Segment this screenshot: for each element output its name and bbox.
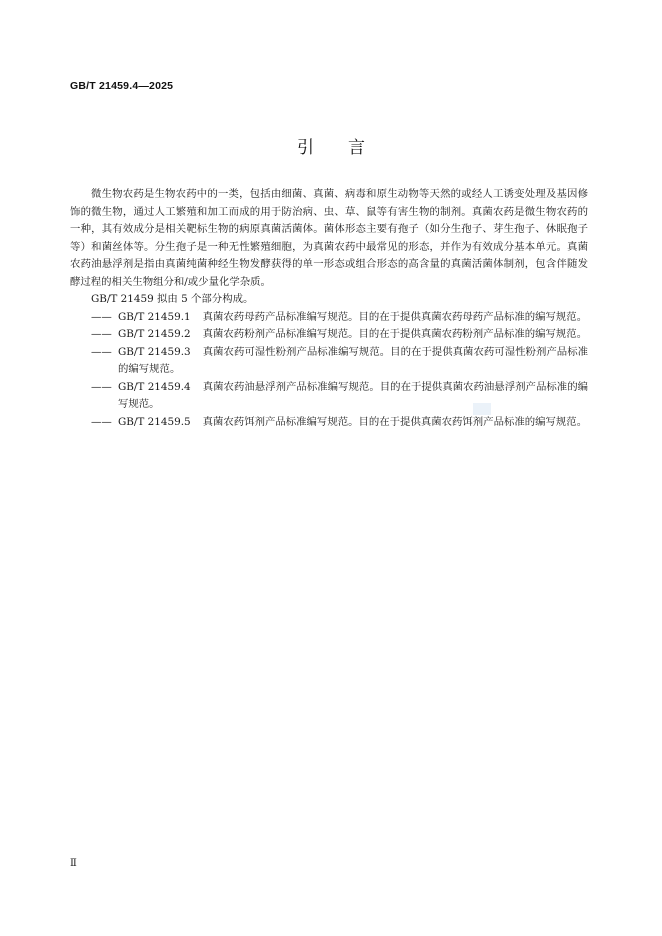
part-code: GB/T 21459.4 (118, 380, 191, 393)
intro-paragraph: 微生物农药是生物农药中的一类，包括由细菌、真菌、病毒和原生动物等天然的或经人工诱变处理及基因修饰的微生物，通过人工繁殖和加工而成的用于防治病、虫、草、鼠等有害生物的制剂。真菌农药是微生物农药的一种，其有效成分是相关靶标生物的病原真菌活菌体。菌体形态主要有孢子（如分生孢子、芽生孢子、休眠孢子等）和菌丝体等。分生孢子是一种无性繁殖细胞，为真菌农药中最常见的形态，并作为有效成分基本单元。真菌农药油悬浮剂是指由真菌纯菌种经生物发酵获得的单一形态或组合形态的高含量的真菌活菌体制剂，包含伴随发酵过程的相关生物组分和/或少量化学杂质。 (70, 188, 588, 288)
list-dash: —— (91, 345, 112, 358)
part-code: GB/T 21459.3 (118, 345, 191, 358)
part-text: 真菌农药饵剂产品标准编写规范。目的在于提供真菌农药饵剂产品标准的编写规范。 (202, 415, 588, 428)
parts-list (70, 309, 588, 432)
part-code: GB/T 21459.2 (118, 328, 191, 340)
part-text: 真菌农药母药产品标准编写规范。目的在于提供真菌农药母药产品标准的编写规范。 (202, 310, 588, 323)
list-dash: —— (91, 328, 112, 340)
watermark-stamp (473, 403, 491, 415)
part-text: 真菌农药可湿性粉剂产品标准编写规范。目的在于提供真菌农药可湿性粉剂产品标准的编写规范。 (118, 345, 589, 375)
part-text: 真菌农药粉剂产品标准编写规范。目的在于提供真菌农药粉剂产品标准的编写规范。 (202, 328, 588, 340)
page-title: 引言 (297, 138, 399, 158)
page-number: Ⅱ (70, 858, 77, 869)
part-text: 真菌农药油悬浮剂产品标准编写规范。目的在于提供真菌农药油悬浮剂产品标准的编写规范。 (118, 380, 589, 410)
parts-intro: GB/T 21459 拟由 5 个部分构成。 (91, 293, 254, 305)
part-code: GB/T 21459.5 (118, 415, 191, 428)
list-item (70, 326, 588, 344)
list-dash: —— (91, 310, 112, 323)
list-dash: —— (91, 380, 112, 393)
document-code: GB/T 21459.4—2025 (70, 80, 174, 92)
list-item (70, 379, 588, 414)
list-dash: —— (91, 415, 112, 428)
part-code: GB/T 21459.1 (118, 310, 191, 323)
list-item (70, 344, 588, 379)
document-body (70, 186, 588, 431)
list-item (70, 414, 588, 432)
list-item (70, 309, 588, 327)
